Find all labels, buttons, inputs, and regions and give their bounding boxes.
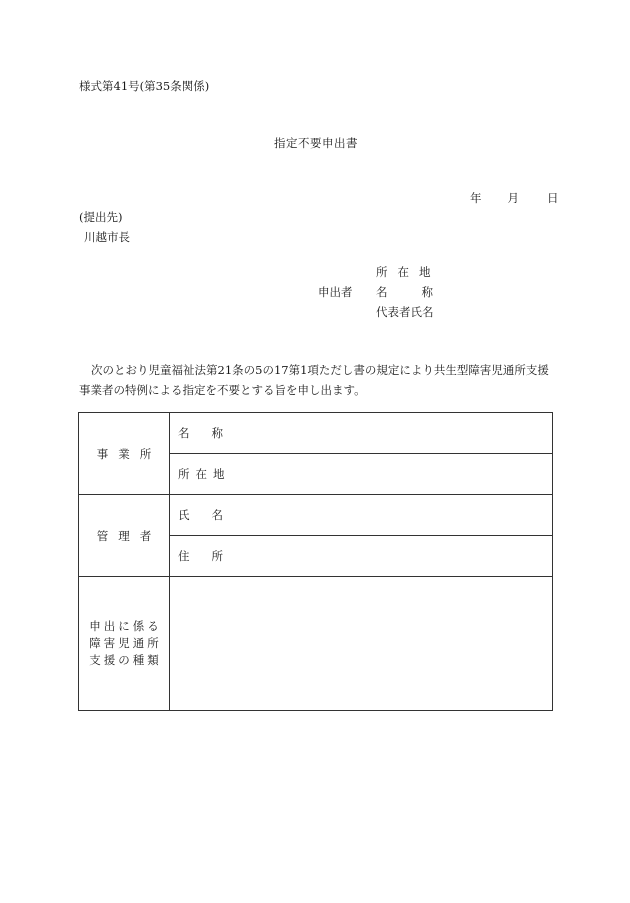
date-year-label: 年 bbox=[470, 191, 482, 205]
form-number: 様式第41号(第35条関係) bbox=[79, 79, 210, 93]
destination-name: 川越市長 bbox=[84, 230, 130, 244]
office-name-label: 名称 bbox=[178, 426, 245, 440]
service-type-header bbox=[79, 577, 170, 711]
applicant-label: 申出者 bbox=[318, 285, 353, 299]
date-month-label: 月 bbox=[507, 191, 519, 205]
office-name-cell[interactable] bbox=[170, 413, 553, 454]
office-address-cell[interactable] bbox=[170, 454, 553, 495]
application-table bbox=[78, 412, 553, 711]
office-label: 事業所 bbox=[96, 446, 162, 461]
declaration-text: 次のとおり児童福祉法第21条の5の17第1項ただし書の規定により共生型障害児通所支援事業者の特例による指定を不要とする旨を申し出ます。 bbox=[79, 363, 549, 397]
service-type-line-3: 支援の種類 bbox=[89, 653, 162, 667]
service-type-cell[interactable] bbox=[170, 577, 553, 711]
manager-name-label: 氏名 bbox=[178, 508, 245, 522]
document-title: 指定不要申出書 bbox=[274, 136, 358, 150]
service-type-label bbox=[79, 618, 169, 669]
date-line bbox=[470, 193, 559, 205]
service-type-line-1: 申出に係る bbox=[89, 619, 162, 633]
service-type-line-2: 障害児通所 bbox=[89, 636, 162, 650]
applicant-representative-label: 代表者氏名 bbox=[376, 305, 434, 319]
applicant-name-label: 名称 bbox=[376, 285, 467, 299]
office-section-header bbox=[79, 413, 170, 495]
manager-address-label: 住所 bbox=[178, 549, 245, 563]
date-day-label: 日 bbox=[547, 191, 559, 205]
office-address-label: 所在地 bbox=[178, 467, 231, 481]
manager-label: 管理者 bbox=[96, 528, 162, 543]
manager-name-cell[interactable] bbox=[170, 495, 553, 536]
manager-section-header bbox=[79, 495, 170, 577]
destination-label: (提出先) bbox=[79, 210, 123, 224]
manager-address-cell[interactable] bbox=[170, 536, 553, 577]
applicant-address-label: 所在地 bbox=[376, 265, 441, 279]
